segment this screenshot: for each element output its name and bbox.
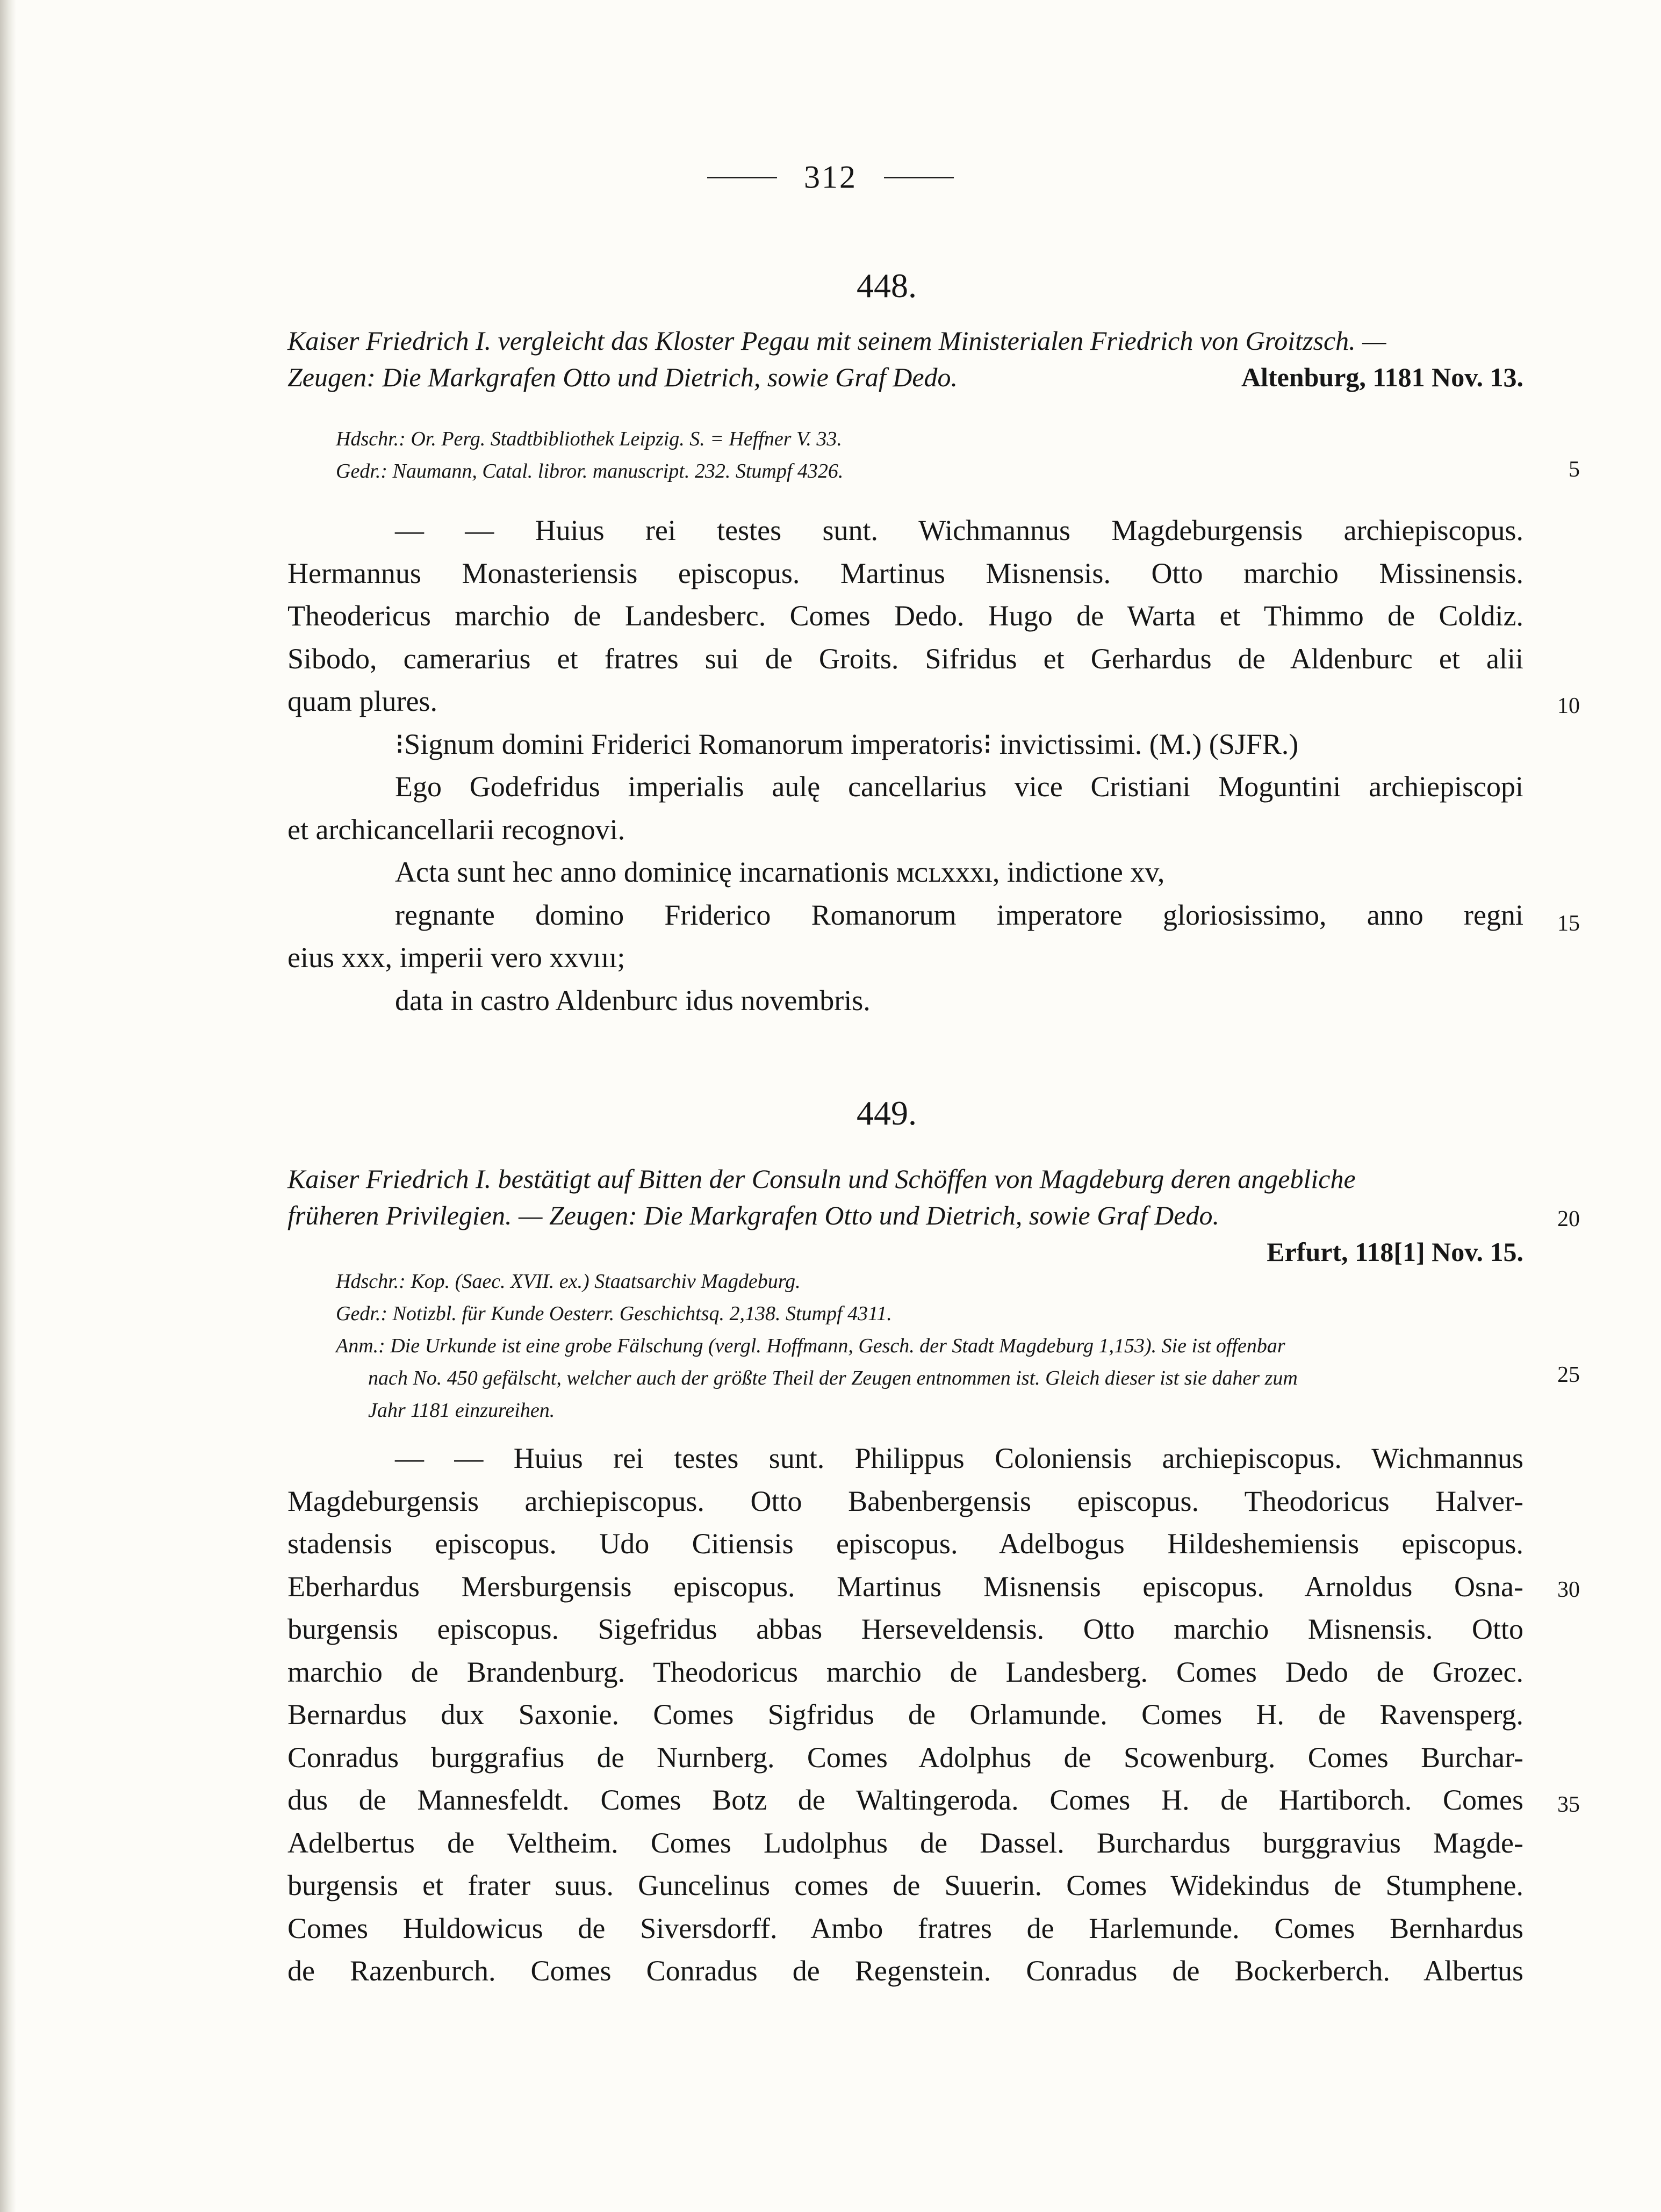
regest-448-line1: Kaiser Friedrich I. vergleicht das Kloster Pegau mit seinem Ministerialen Friedrich von Groitzsch. — — [287, 326, 1386, 356]
regest-449-line1: Kaiser Friedrich I. bestätigt auf Bitten der Consuln und Schöffen von Magdeburg deren angebliche — [287, 1164, 1356, 1194]
text-line: Comes Huldowicus de Siversdorff. Ambo fratres de Harlemunde. Comes Bernhardus — [287, 1912, 1523, 1944]
margin-line-number: 20 — [1557, 1207, 1580, 1231]
margin-line-number: 10 — [1557, 694, 1580, 718]
text-449 — [287, 1437, 1523, 1993]
note-line: Gedr.: Notizbl. für Kunde Oesterr. Geschichtsq. 2,138. Stumpf 4311. — [336, 1302, 892, 1325]
text-line: Bernardus dux Saxonie. Comes Sigfridus de Orlamunde. Comes H. de Ravensperg. — [287, 1698, 1523, 1731]
margin-line-number: 15 — [1557, 911, 1580, 936]
regest-448 — [287, 322, 1523, 395]
text-line: Theodericus marchio de Landesberc. Comes Dedo. Hugo de Warta et Thimmo de Coldiz. — [287, 600, 1523, 632]
document-number-448: 448. — [857, 266, 917, 305]
regest-449-line2: früheren Privilegien. — Zeugen: Die Markgrafen Otto und Dietrich, sowie Graf Dedo. — [287, 1200, 1219, 1230]
text-line: Magdeburgensis archiepiscopus. Otto Babenbergensis episcopus. Theodoricus Halver- — [287, 1485, 1523, 1517]
note-line: nach No. 450 gefälscht, welcher auch der größte Theil der Zeugen entnommen ist. Gleich dieser ist sie daher zum — [368, 1367, 1298, 1389]
text-line: dus de Mannesfeldt. Comes Botz de Waltingeroda. Comes H. de Hartiborch. Comes — [287, 1784, 1523, 1816]
text-line: burgensis episcopus. Sigefridus abbas Herseveldensis. Otto marchio Misnensis. Otto — [287, 1613, 1523, 1645]
text-line: Hermannus Monasteriensis episcopus. Martinus Misnensis. Otto marchio Missinensis. — [287, 557, 1523, 589]
document-number-449: 449. — [857, 1094, 917, 1132]
place-date-449: Erfurt, 118[1] Nov. 15. — [1267, 1237, 1523, 1267]
notes-449 — [336, 1265, 1529, 1426]
text-line: Acta sunt hec anno dominicę incarnationis ᴍᴄʟxxxı, indictione xv, — [395, 856, 1165, 888]
margin-line-number: 30 — [1557, 1577, 1580, 1602]
margin-line-number: 5 — [1569, 457, 1580, 482]
text-line: marchio de Brandenburg. Theodoricus marchio de Landesberg. Comes Dedo de Grozec. — [287, 1655, 1523, 1688]
text-line: Conradus burggrafius de Nurnberg. Comes Adolphus de Scowenburg. Comes Burchar- — [287, 1741, 1523, 1774]
regest-448-line2 — [287, 359, 1523, 395]
regest-448-witnesses: Zeugen: Die Markgrafen Otto und Dietrich, sowie Graf Dedo. — [287, 362, 958, 392]
regest-449 — [287, 1161, 1523, 1270]
text-line: eius xxx, imperii vero xxvııı; — [287, 941, 625, 974]
header-rule-right — [884, 177, 954, 178]
regest-449-line3 — [287, 1234, 1523, 1270]
notes-448 — [336, 423, 1529, 487]
margin-line-number: 35 — [1557, 1792, 1580, 1817]
text-line: Eberhardus Mersburgensis episcopus. Martinus Misnensis episcopus. Arnoldus Osna- — [287, 1570, 1523, 1603]
note-line: Hdschr.: Kop. (Saec. XVII. ex.) Staatsarchiv Magdeburg. — [336, 1270, 801, 1293]
page-number: 312 — [804, 159, 857, 195]
text-line: stadensis episcopus. Udo Citiensis episcopus. Adelbogus Hildeshemiensis episcopus. — [287, 1527, 1523, 1560]
text-line: Ego Godefridus imperialis aulę cancellarius vice Cristiani Moguntini archiepiscopi — [395, 770, 1523, 803]
note-line: Anm.: Die Urkunde ist eine grobe Fälschung (vergl. Hoffmann, Gesch. der Stadt Magdeburg 1,153). Sie ist offenbar — [336, 1335, 1285, 1357]
text-line: et archicancellarii recognovi. — [287, 813, 625, 846]
text-line: — — Huius rei testes sunt. Philippus Coloniensis archiepiscopus. Wichmannus — [395, 1442, 1523, 1474]
place-date-448: Altenburg, 1181 Nov. 13. — [1241, 362, 1523, 392]
note-line: Jahr 1181 einzureihen. — [368, 1399, 555, 1422]
text-line: Adelbertus de Veltheim. Comes Ludolphus de Dassel. Burchardus burggravius Magde- — [287, 1826, 1523, 1859]
header-rule-left — [707, 177, 777, 178]
text-line: — — Huius rei testes sunt. Wichmannus Magdeburgensis archiepiscopus. — [395, 514, 1523, 546]
signum-line: ⁝Signum domini Friderici Romanorum imperatoris⁝ invictissimi. (M.) (SJFR.) — [395, 727, 1299, 760]
note-line: Gedr.: Naumann, Catal. libror. manuscript. 232. Stumpf 4326. — [336, 460, 844, 482]
text-line: regnante domino Friderico Romanorum imperatore gloriosissimo, anno regni — [395, 898, 1523, 931]
margin-line-number: 25 — [1557, 1363, 1580, 1387]
text-line: Sibodo, camerarius et fratres sui de Groits. Sifridus et Gerhardus de Aldenburc et alii — [287, 642, 1523, 675]
text-line: de Razenburch. Comes Conradus de Regenstein. Conradus de Bockerberch. Albertus — [287, 1955, 1523, 1987]
text-line: quam plures. — [287, 685, 437, 717]
text-line: data in castro Aldenburc idus novembris. — [395, 984, 871, 1017]
page-header — [0, 156, 1661, 196]
text-line: burgensis et frater suus. Guncelinus comes de Suuerin. Comes Widekindus de Stumphene. — [287, 1869, 1523, 1901]
note-line: Hdschr.: Or. Perg. Stadtbibliothek Leipzig. S. = Heffner V. 33. — [336, 428, 842, 450]
text-448 — [287, 509, 1523, 1022]
